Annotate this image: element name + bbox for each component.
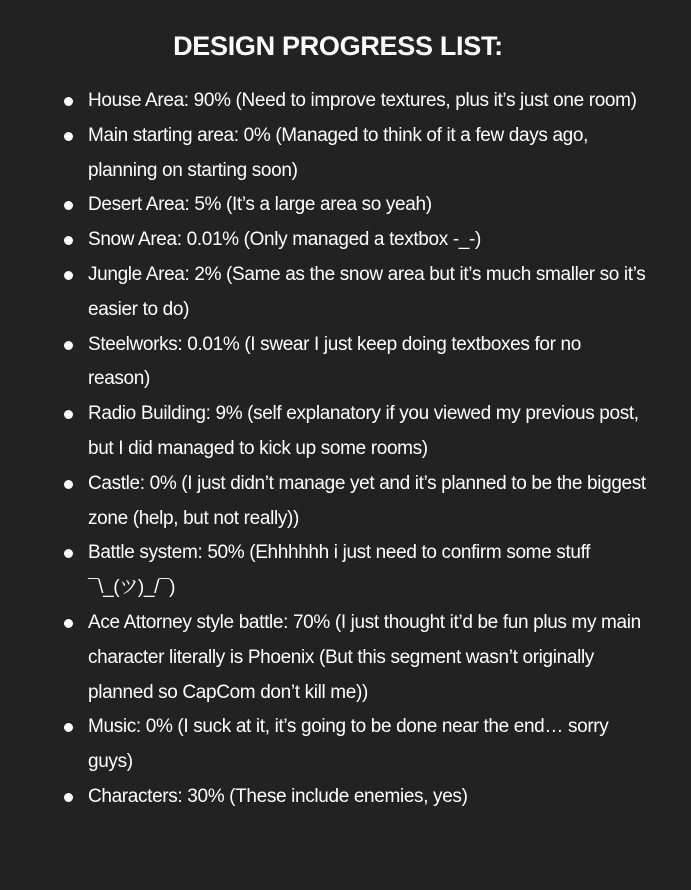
page-title: DESIGN PROGRESS LIST: — [173, 31, 503, 61]
list-item-text: Jungle Area: 2% (Same as the snow area but it’s much smaller so it’s easier to do) — [88, 263, 646, 320]
list-item — [0, 84, 691, 119]
bullet-icon — [64, 793, 73, 802]
bullet-icon — [64, 723, 73, 732]
list-item-text: Characters: 30% (These include enemies, yes) — [88, 785, 468, 807]
list-item — [0, 467, 691, 537]
bullet-icon — [64, 201, 73, 210]
list-item-text: Snow Area: 0.01% (Only managed a textbox -_-) — [88, 229, 481, 251]
bullet-icon — [64, 619, 73, 628]
progress-list — [0, 84, 691, 815]
list-item-text: Desert Area: 5% (It’s a large area so yeah) — [88, 194, 432, 216]
list-item-text: Castle: 0% (I just didn’t manage yet and it’s planned to be the biggest zone (help, but not really)) — [88, 472, 646, 529]
list-item-text: Battle system: 50% (Ehhhhhh i just need to confirm some stuff ¯\_(ツ)_/¯) — [88, 542, 591, 599]
list-item — [0, 536, 691, 606]
list-item — [0, 780, 691, 815]
bullet-icon — [64, 341, 73, 350]
list-item — [0, 223, 691, 258]
list-item-text: House Area: 90% (Need to improve textures, plus it’s just one room) — [88, 90, 637, 111]
bullet-icon — [64, 480, 73, 489]
bullet-icon — [64, 549, 73, 558]
list-item — [0, 258, 691, 328]
list-item-text: Ace Attorney style battle: 70% (I just thought it’d be fun plus my main character literally is Phoenix (But this segment wasn’t originally planned so CapCom don’t kill me)) — [88, 611, 641, 703]
bullet-icon — [64, 271, 73, 280]
list-item — [0, 710, 691, 780]
bullet-icon — [64, 410, 73, 419]
list-item-text: Main starting area: 0% (Managed to think of it a few days ago, planning on starting soon) — [88, 124, 589, 181]
list-item-text: Steelworks: 0.01% (I swear I just keep doing textboxes for no reason) — [88, 333, 581, 390]
list-item-text: Radio Building: 9% (self explanatory if you viewed my previous post, but I did managed to kick up some rooms) — [88, 403, 639, 459]
list-item — [0, 606, 691, 710]
list-item — [0, 188, 691, 223]
list-item-text: Music: 0% (I suck at it, it’s going to be done near the end… sorry guys) — [88, 716, 609, 773]
list-item — [0, 119, 691, 189]
list-item — [0, 328, 691, 398]
bullet-icon — [64, 97, 73, 106]
bullet-icon — [64, 236, 73, 245]
list-item — [0, 397, 691, 467]
bullet-icon — [64, 132, 73, 141]
